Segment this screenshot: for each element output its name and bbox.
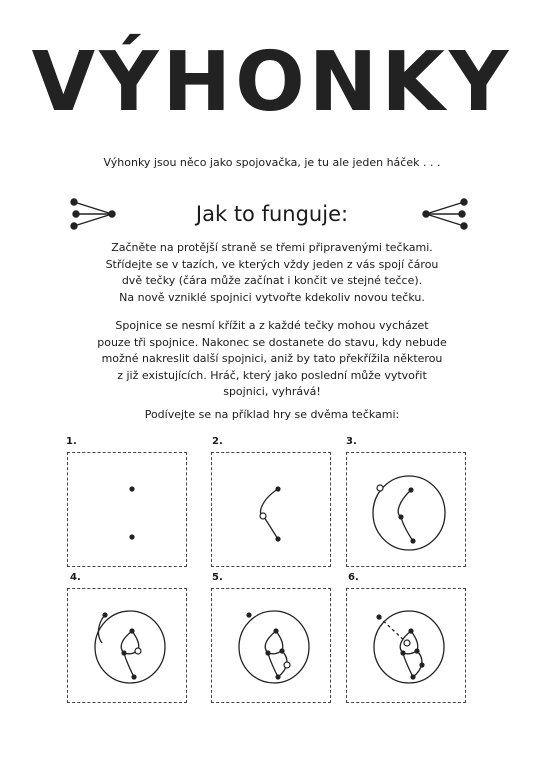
rules-line: pouze tři spojnice. Nakonec se dostanete do stavu, kdy nebude [97, 335, 447, 349]
section-heading: Jak to funguje: [195, 202, 349, 226]
rules-paragraph-1 [60, 240, 484, 306]
intro-text: Výhonky jsou něco jako spojovačka, je tu ale jeden háček . . . [103, 156, 441, 169]
rules-line: Střídejte se v tazích, ve kterých vždy jeden z vás spojí čárou [105, 257, 439, 271]
rules-line: Na nově vzniklé spojnici vytvořte kdekoliv novou tečku. [119, 290, 425, 304]
example-panel-1 [67, 452, 187, 567]
example-panel-2 [211, 452, 331, 567]
panel-label-6: 6. [348, 572, 359, 583]
panel-label-4: 4. [70, 572, 81, 583]
example-panel-3 [346, 452, 466, 567]
rules-line: z již existujících. Hráč, který jako poslední může vytvořit [117, 368, 427, 382]
page-title: VÝHONKY [31, 35, 513, 130]
rules-line: Spojnice se nesmí křížit a z každé tečky mohou vycházet [115, 319, 429, 332]
three-line-fan-icon-right [418, 194, 472, 234]
example-intro: Podívejte se na příklad hry se dvěma tečkami: [144, 408, 400, 421]
rules-line: Začněte na protější straně se třemi připravenými tečkami. [111, 241, 433, 254]
panel-label-3: 3. [346, 436, 357, 447]
example-panel-5 [211, 588, 331, 703]
rules-paragraph-2 [60, 318, 484, 401]
rules-line: dvě tečky (čára může začínat i končit ve stejné tečce). [121, 274, 423, 287]
rules-line: spojnici, vyhrává! [223, 385, 321, 398]
panel-label-1: 1. [66, 436, 77, 447]
panel-label-5: 5. [212, 572, 223, 583]
rules-line: možné nakreslit další spojnici, aniž by tato překřížila některou [101, 352, 443, 365]
panel-label-2: 2. [212, 436, 223, 447]
example-panel-4 [67, 588, 187, 703]
example-panel-6 [346, 588, 466, 703]
